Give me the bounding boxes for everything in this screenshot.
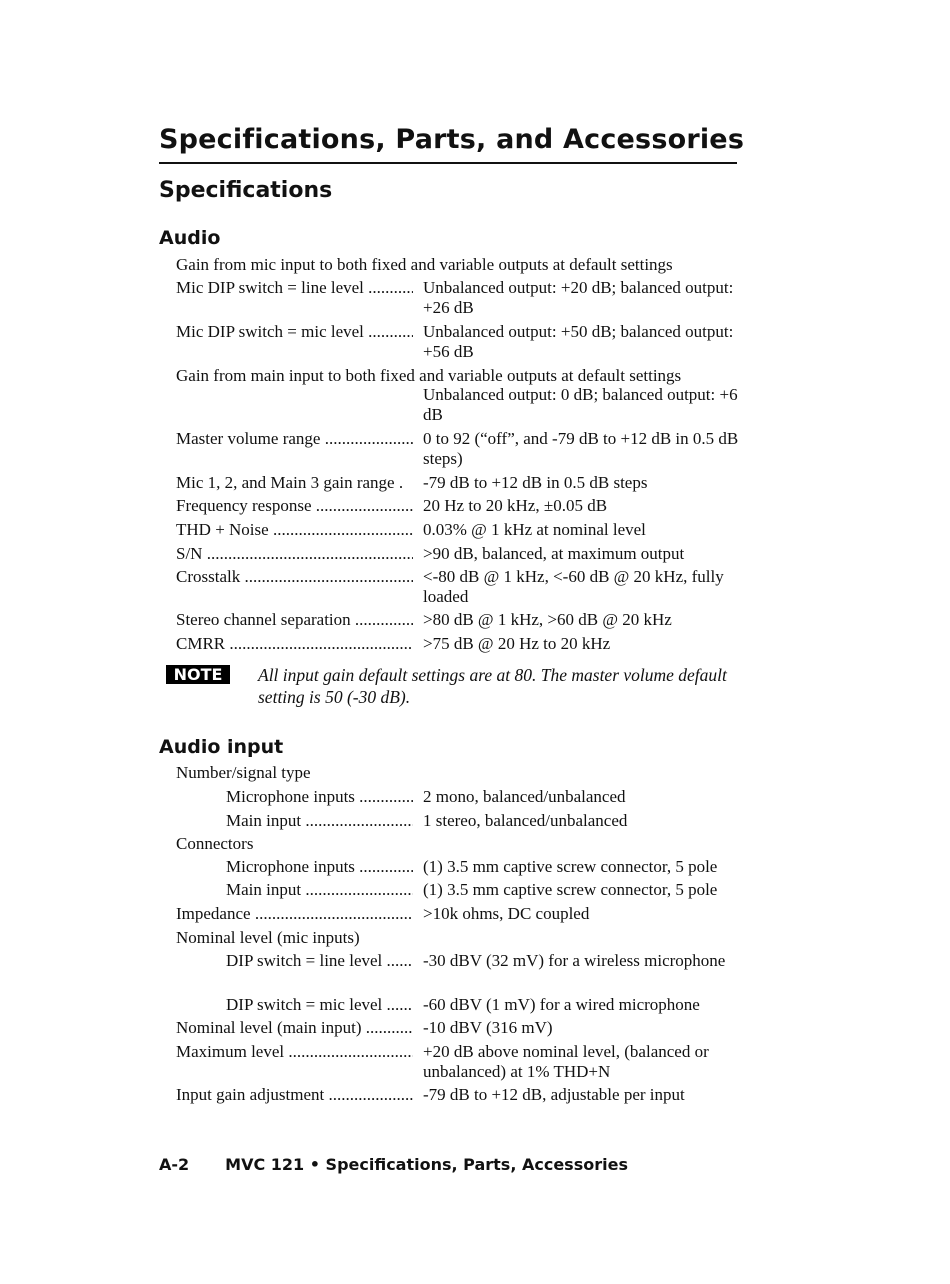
- spec-value: >90 dB, balanced, at maximum output: [423, 544, 685, 563]
- spec-label: S/N .....: [176, 544, 413, 564]
- spec-value: Unbalanced output: +50 dB; balanced output: +56 dB: [423, 322, 734, 361]
- spec-value: >10k ohms, DC coupled: [423, 904, 590, 923]
- spec-label: Input gain adjustment .....: [176, 1085, 413, 1105]
- spec-label: Stereo channel separation .....: [176, 610, 413, 630]
- spec-label: Main input .....: [226, 811, 413, 831]
- spec-value: >75 dB @ 20 Hz to 20 kHz: [423, 634, 611, 653]
- gain-mic-header: Gain from mic input to both fixed and variable outputs at default settings: [176, 255, 673, 274]
- spec-value: (1) 3.5 mm captive screw connector, 5 pole: [423, 880, 718, 899]
- spec-value: -10 dBV (316 mV): [423, 1018, 553, 1037]
- audio-heading: Audio: [159, 227, 221, 249]
- note-text: All input gain default settings are at 80. The master volume default setting is 50 (-30 dB).: [258, 665, 727, 707]
- gain-main-header: Gain from main input to both fixed and variable outputs at default settings: [176, 366, 682, 385]
- spec-value: 20 Hz to 20 kHz, ±0.05 dB: [423, 496, 608, 515]
- spec-label: DIP switch = line level .....: [226, 951, 413, 971]
- spec-value: 1 stereo, balanced/unbalanced: [423, 811, 628, 830]
- spec-label: Microphone inputs .....: [226, 787, 413, 807]
- spec-label: DIP switch = mic level .....: [226, 995, 413, 1015]
- spec-label: Microphone inputs .....: [226, 857, 413, 877]
- spec-value: Unbalanced output: +20 dB; balanced output: +26 dB: [423, 278, 734, 317]
- spec-label: Nominal level (main input) .....: [176, 1018, 413, 1038]
- spec-label: Frequency response .....: [176, 496, 413, 516]
- spec-value: <-80 dB @ 1 kHz, <-60 dB @ 20 kHz, fully loaded: [423, 567, 724, 606]
- spec-value: 0 to 92 (“off”, and -79 dB to +12 dB in 0.5 dB steps): [423, 429, 739, 468]
- spec-value: 0.03% @ 1 kHz at nominal level: [423, 520, 646, 539]
- section-title: Specifications: [159, 178, 333, 203]
- spec-label: Impedance .....: [176, 904, 413, 924]
- spec-value: -79 dB to +12 dB, adjustable per input: [423, 1085, 685, 1104]
- page-number: A-2: [159, 1155, 190, 1174]
- footer-text: MVC 121 • Specifications, Parts, Accessories: [225, 1155, 628, 1174]
- chapter-title: Specifications, Parts, and Accessories: [159, 124, 745, 155]
- page-footer: [159, 1155, 628, 1174]
- spec-value: -30 dBV (32 mV) for a wireless microphone: [423, 951, 726, 970]
- spec-label: Mic DIP switch = mic level .....: [176, 322, 413, 342]
- spec-label: Crosstalk .....: [176, 567, 413, 587]
- spec-label: Main input .....: [226, 880, 413, 900]
- spec-label: Maximum level .....: [176, 1042, 413, 1062]
- spec-value: -79 dB to +12 dB in 0.5 dB steps: [423, 473, 648, 492]
- spec-label: THD + Noise .....: [176, 520, 413, 540]
- note-badge: NOTE: [166, 665, 230, 684]
- spec-label: Master volume range .....: [176, 429, 413, 449]
- audio-input-heading: Audio input: [159, 736, 284, 758]
- number-signal-header: Number/signal type: [176, 763, 311, 782]
- spec-value: Unbalanced output: 0 dB; balanced output: +6 dB: [423, 385, 738, 424]
- spec-value: -60 dBV (1 mV) for a wired microphone: [423, 995, 700, 1014]
- spec-value: 2 mono, balanced/unbalanced: [423, 787, 626, 806]
- nominal-mic-header: Nominal level (mic inputs): [176, 928, 360, 947]
- spec-value: +20 dB above nominal level, (balanced or unbalanced) at 1% THD+N: [423, 1042, 709, 1081]
- spec-label: Mic 1, 2, and Main 3 gain range .: [176, 473, 404, 492]
- spec-value: >80 dB @ 1 kHz, >60 dB @ 20 kHz: [423, 610, 672, 629]
- spec-label: Mic DIP switch = line level .....: [176, 278, 413, 298]
- chapter-rule: [159, 162, 737, 164]
- spec-label: CMRR .....: [176, 634, 413, 654]
- spec-value: (1) 3.5 mm captive screw connector, 5 pole: [423, 857, 718, 876]
- connectors-header: Connectors: [176, 834, 254, 853]
